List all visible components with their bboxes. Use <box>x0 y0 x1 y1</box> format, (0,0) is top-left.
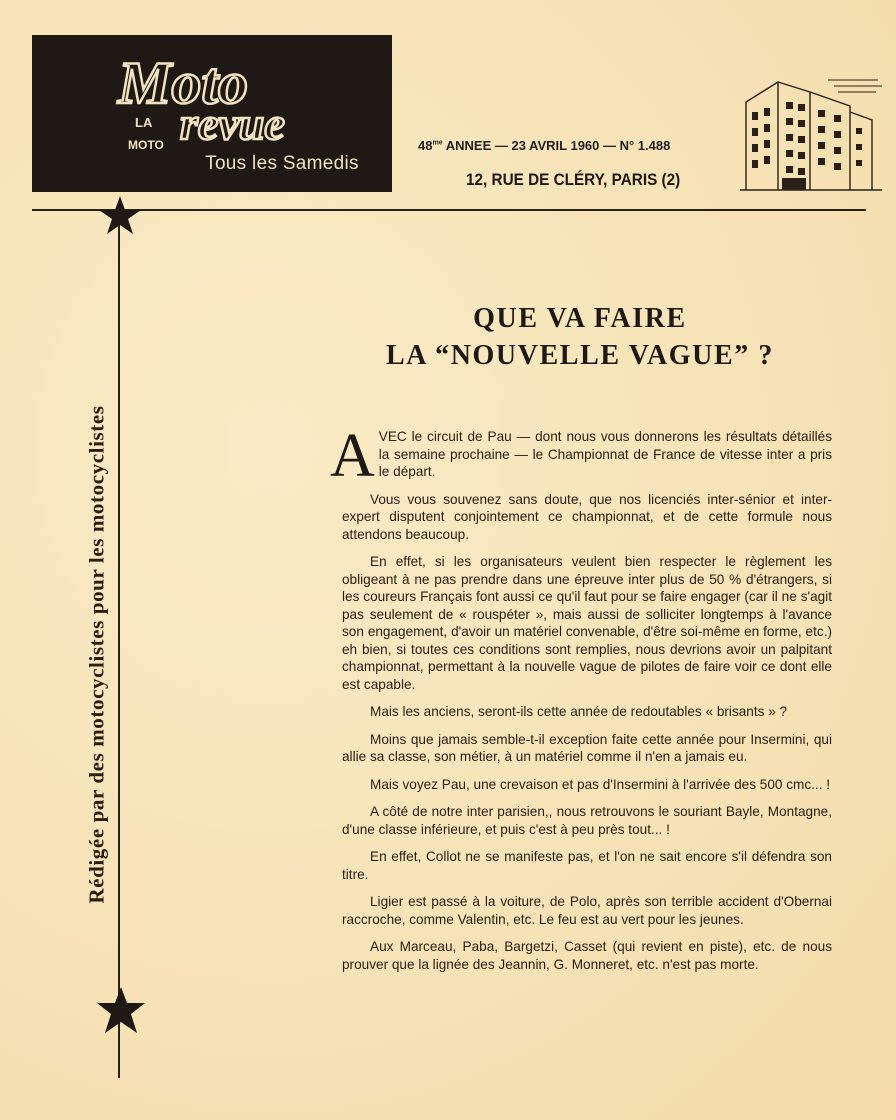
article-headline <box>250 300 896 374</box>
article-paragraph: Vous vous souvenez sans doute, que nos licenciés inter-sénior et inter-expert disputent conjointement ce championnat, et de cette formule nous attendons beaucoup. <box>342 491 832 542</box>
issue-line <box>418 138 738 153</box>
star-ornament-icon <box>95 985 147 1035</box>
masthead-tagline: Tous les Samedis <box>205 153 359 174</box>
logo-revue-word: revue <box>180 98 285 149</box>
issue-ordinal-suffix: me <box>432 139 443 147</box>
building-illustration <box>738 72 884 192</box>
headline-line-2: LA “NOUVELLE VAGUE” ? <box>385 340 775 371</box>
drop-cap: A <box>330 422 375 490</box>
star-ornament-icon <box>97 194 143 236</box>
masthead <box>32 35 392 192</box>
article-paragraph: Ligier est passé à la voiture, de Polo, après son terrible accident d'Obernai raccroche, comme Valentin, etc. Le feu est au vert pour les jeunes. <box>342 894 832 927</box>
article-paragraph: A côté de notre inter parisien,, nous retrouvons le souriant Bayle, Montagne, d'une classe inférieure, et puis c'est à peu près tout... ! <box>342 804 832 837</box>
issue-date-number: ANNEE — 23 AVRIL 1960 — N° 1.488 <box>445 138 671 153</box>
article-paragraph: Moins que jamais semble-t-il exception faite cette année pour Insermini, qui allie sa classe, son métier, à un matériel comme il n'en a jamais eu. <box>342 731 832 764</box>
article-paragraph: Aux Marceau, Paba, Bargetzi, Casset (qui revient en piste), etc. de nous prouver que la lignée des Jeannin, G. Monneret, etc. n'est pas morte. <box>342 939 832 972</box>
article-paragraph: En effet, Collot ne se manifeste pas, et l'on ne sait encore s'il défendra son titre. <box>342 849 832 882</box>
logo-small-la: LA <box>135 115 153 130</box>
logo-small-moto: MOTO <box>128 138 164 152</box>
article-paragraph: En effet, si les organisateurs veulent bien respecter le règlement les obligeant à ne pas prendre dans une épreuve inter plus de 50 % d'étrangers, si les coureurs Français font aussi ce qu'il faut pour se faire engager (car il ne s'agit pas seulement de « rouspéter », mais aussi de solliciter longtemps à l'avance son engagement, d'avoir un matériel convenable, d'être soi-même en forme, etc.) eh bien, si toutes ces conditions sont remplies, nous devrions avoir un palpitant championnat, permettant à la nouvelle vague de pilotes de faire voir ce dont elle est capable. <box>342 554 832 692</box>
side-rule <box>118 218 120 1078</box>
article-paragraph <box>330 422 832 490</box>
article-body <box>330 422 832 983</box>
article-paragraph: Mais voyez Pau, une crevaison et pas d'Insermini à l'arrivée des 500 cmc... ! <box>370 776 831 792</box>
headline-line-1: QUE VA FAIRE <box>473 303 687 334</box>
side-slogan: Rédigée par des motocyclistes pour les motocyclistes <box>84 405 109 904</box>
publisher-address: 12, RUE DE CLÉRY, PARIS (2) <box>466 170 681 189</box>
logo-moto-word: Moto <box>118 50 249 116</box>
paragraph-text: VEC le circuit de Pau — dont nous vous donnerons les résultats détaillés la semaine prochaine — le Championnat de France de vitesse inter a pris le départ. <box>378 429 832 479</box>
issue-ordinal-number: 48 <box>418 138 433 153</box>
header-rule <box>32 209 866 211</box>
article-paragraph: Mais les anciens, seront-ils cette année de redoutables « brisants » ? <box>370 704 788 719</box>
